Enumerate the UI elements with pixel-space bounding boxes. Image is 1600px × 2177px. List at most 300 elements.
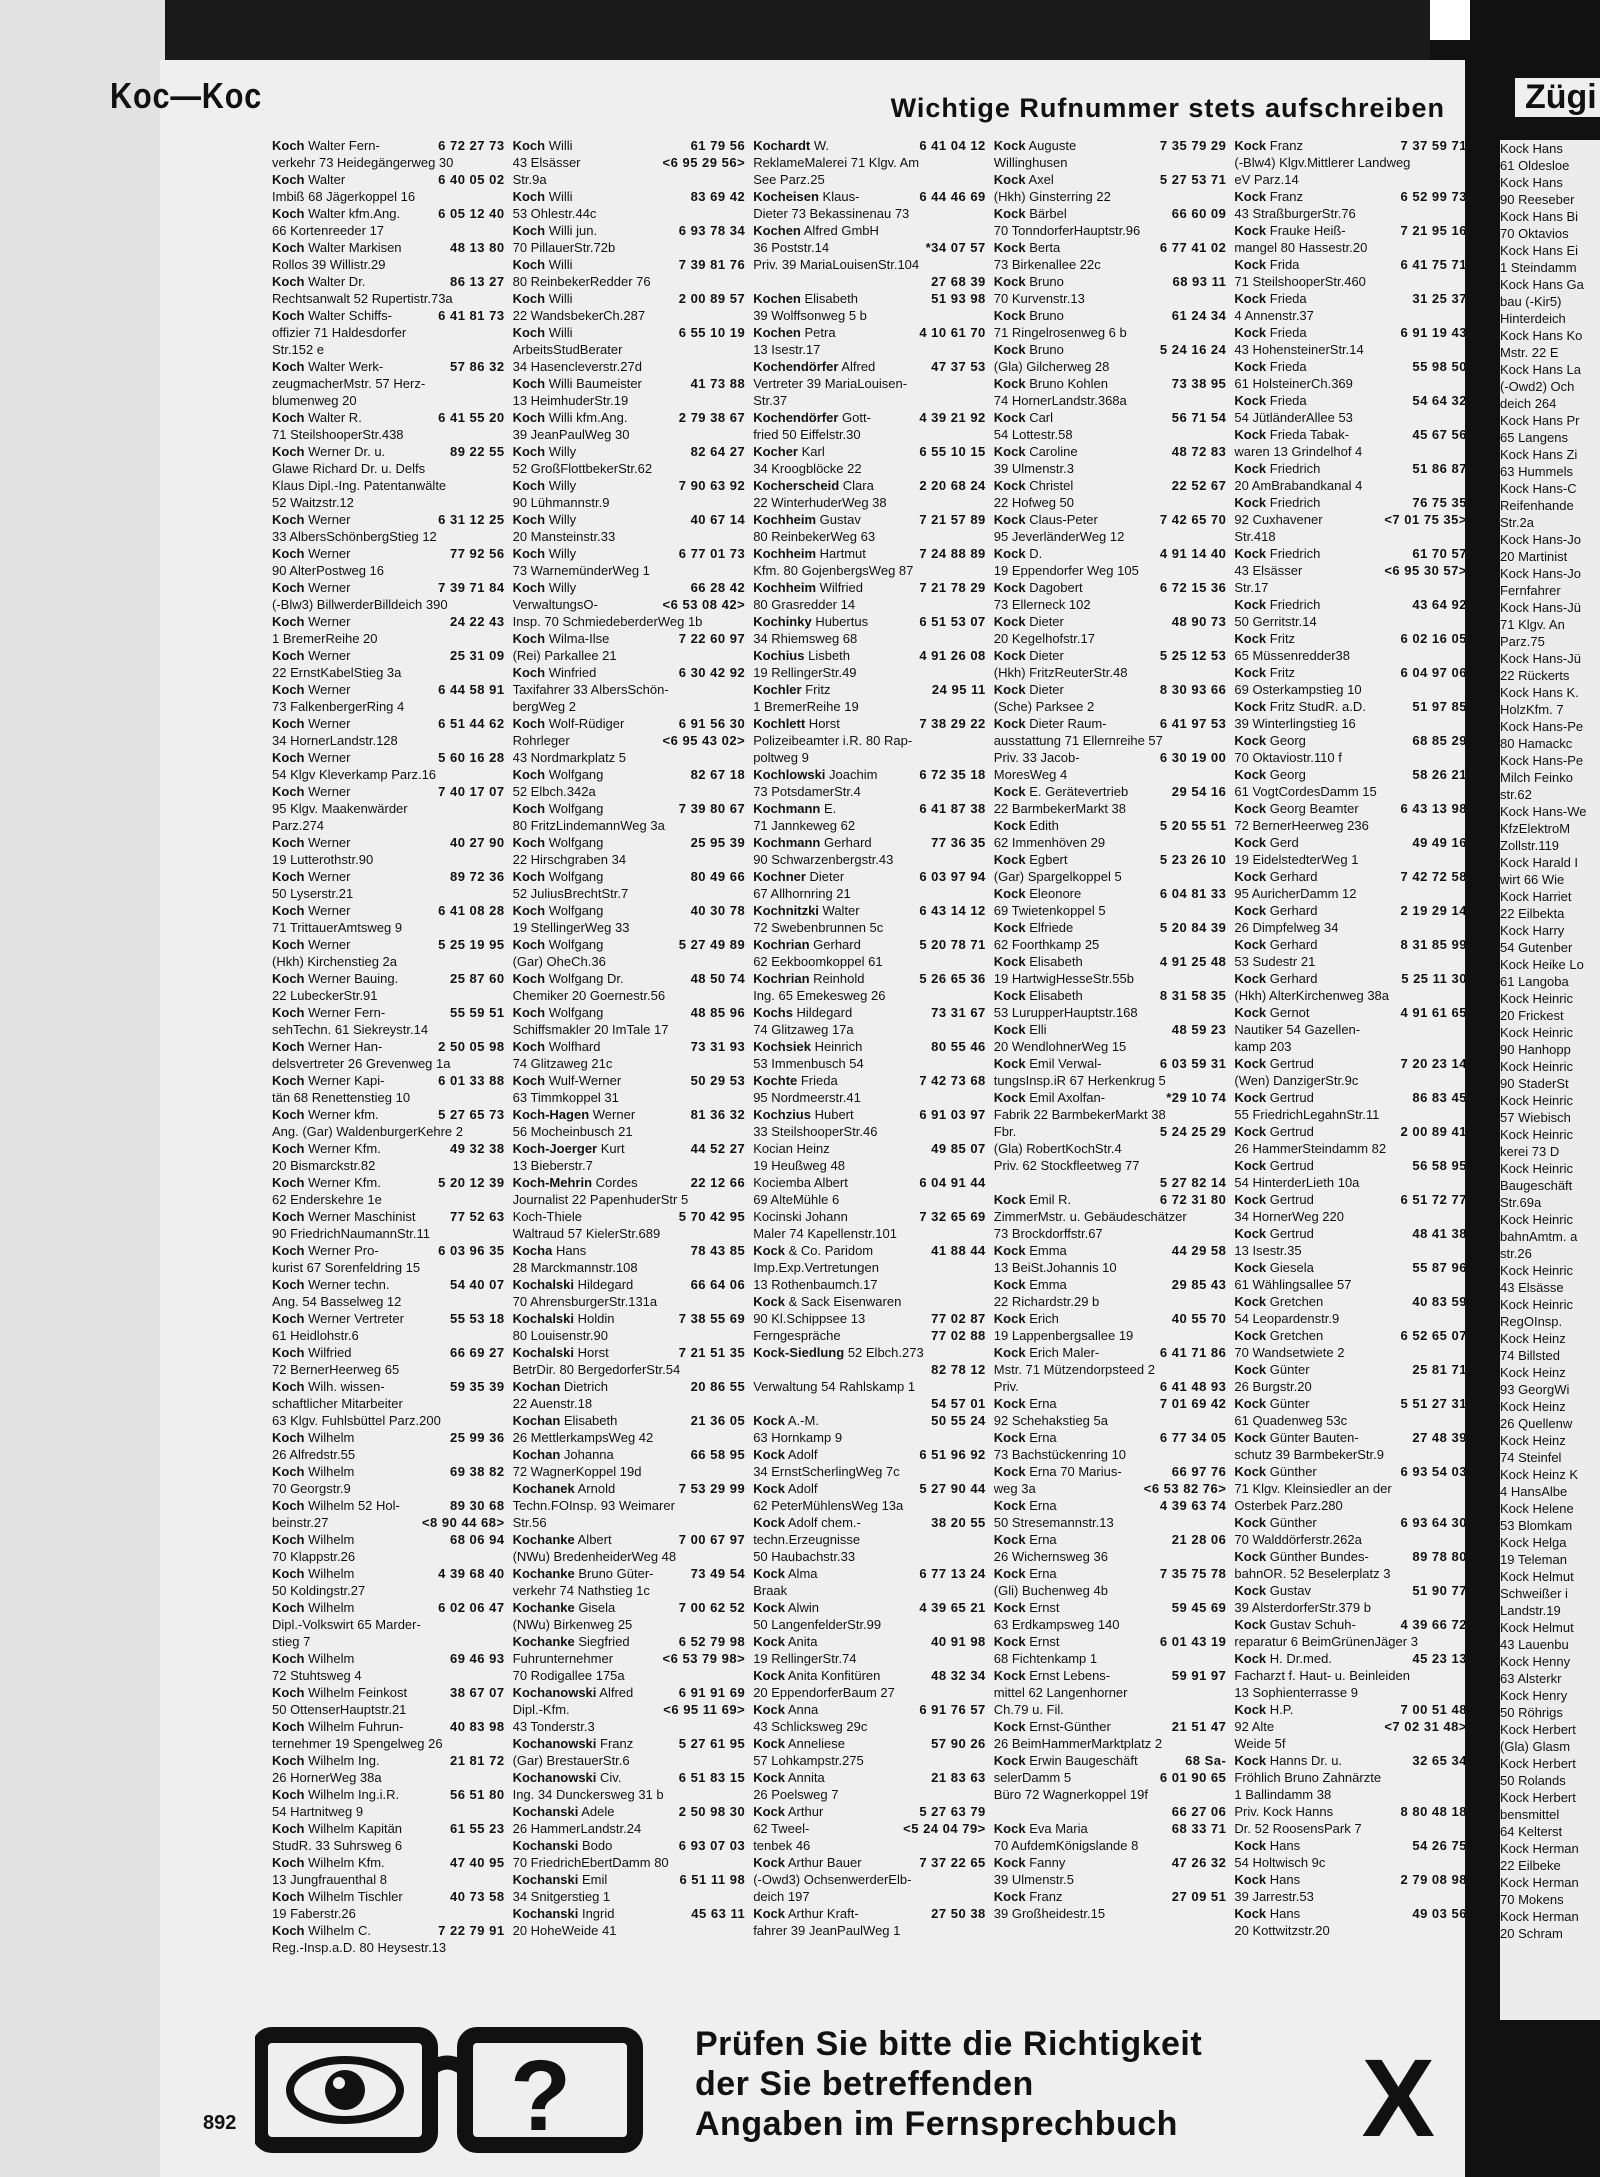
listing-entry	[994, 749, 1227, 766]
entry-text: 73 FalkenbergerRing 4	[272, 699, 405, 714]
entry-text: Dipl.-Kfm.	[512, 1702, 570, 1717]
listing-entry	[994, 1446, 1227, 1463]
entry-text: Kock Fritz	[1234, 665, 1296, 680]
entry-text: Kochzius Hubert	[753, 1107, 854, 1122]
entry-text: 19 Eppendorfer Weg 105	[993, 563, 1139, 578]
listing-entry	[1234, 1480, 1467, 1497]
phone-number	[499, 953, 505, 970]
phone-number: 5 24 25 29	[1159, 1124, 1227, 1139]
entry-text: Koch Werner Maschinist	[272, 1209, 416, 1224]
listing-entry	[994, 1004, 1227, 1021]
phone-number: 6 04 81 33	[1159, 886, 1227, 901]
phone-number	[1220, 222, 1226, 239]
entry-text: Kock Gustav	[1234, 1583, 1311, 1598]
entry-text: 53 LurupperHauptstr.168	[993, 1005, 1138, 1020]
phone-number	[739, 919, 745, 936]
phone-number: 77 02 88	[931, 1328, 986, 1343]
listing-entry	[994, 1242, 1227, 1259]
phone-number	[739, 1616, 745, 1633]
entry-text: Kock Dieter	[993, 648, 1064, 663]
entry-text: Koch Werner Kapi-	[272, 1073, 385, 1088]
phone-number	[1220, 1208, 1226, 1225]
phone-number: 89 78 80	[1412, 1549, 1467, 1564]
listing-entry	[513, 902, 746, 919]
phone-number: 49 03 56	[1412, 1906, 1467, 1921]
listing-entry	[1234, 1191, 1467, 1208]
listing-entry	[753, 936, 986, 953]
listing-entry	[994, 1565, 1227, 1582]
entry-text: 4 Annenstr.37	[1234, 308, 1314, 323]
listing-entry	[753, 1089, 986, 1106]
phone-number	[980, 817, 986, 834]
entry-text: Kochan Johanna	[512, 1447, 614, 1462]
entry-text: Koch Willy	[512, 546, 577, 561]
next-page-line: Kock Heinz	[1500, 1399, 1566, 1414]
entry-text: Kochlowski Joachim	[753, 767, 878, 782]
listing-entry	[1234, 1735, 1467, 1752]
phone-number: <5 24 04 79>	[903, 1821, 986, 1836]
next-page-line: Kock Hans Zi	[1500, 447, 1578, 462]
phone-number	[499, 375, 505, 392]
listing-entry	[753, 1922, 986, 1939]
phone-number	[499, 1055, 505, 1072]
phone-number: 40 27 90	[449, 835, 505, 850]
phone-number: 48 41 38	[1412, 1226, 1467, 1241]
listing-entry	[272, 1429, 505, 1446]
phone-number: 6 04 97 06	[1400, 665, 1467, 680]
phone-number	[499, 885, 505, 902]
phone-number: 7 37 59 71	[1400, 138, 1467, 153]
entry-text: Koch Willi	[512, 138, 573, 153]
entry-text: Kock Emma	[993, 1243, 1067, 1258]
listing-entry	[753, 868, 986, 885]
entry-text: Koch Werner	[272, 648, 351, 663]
phone-number: 6 72 31 80	[1159, 1192, 1227, 1207]
listing-entry	[753, 307, 986, 324]
entry-text: ausstattung 71 Ellernreihe 57	[993, 733, 1163, 748]
next-page-line: Kock Heinric	[1500, 1093, 1573, 1108]
listing-entry	[994, 1038, 1227, 1055]
ad-line-2: der Sie betreffenden	[695, 2065, 1034, 2103]
entry-text: Kock Alma	[753, 1566, 818, 1581]
listing-entry	[272, 1446, 505, 1463]
listing-entry	[1234, 1225, 1467, 1242]
listing-entry	[272, 1276, 505, 1293]
listing-entry	[513, 1548, 746, 1565]
entry-text: Rollos 39 Willistr.29	[272, 257, 386, 272]
phone-number	[499, 1769, 505, 1786]
phone-number	[980, 1582, 986, 1599]
phone-number	[1220, 1072, 1226, 1089]
entry-text: 34 ErnstScherlingWeg 7c	[753, 1464, 900, 1479]
entry-text: 39 Ulmenstr.5	[993, 1872, 1074, 1887]
entry-text: Kock Franz	[993, 1889, 1063, 1904]
entry-text: (Gar) Spargelkoppel 5	[993, 869, 1122, 884]
entry-text: Mstr. 71 Mützendorpsteed 2	[993, 1362, 1155, 1377]
listing-entry	[513, 1820, 746, 1837]
entry-text: Kock H.P.	[1234, 1702, 1294, 1717]
phone-number	[980, 1157, 986, 1174]
phone-number	[499, 290, 505, 307]
entry-text: Koch Willy	[512, 444, 577, 459]
entry-text: ZimmerMstr. u. Gebäudeschätzer	[993, 1209, 1187, 1224]
entry-text: 71 TrittauerAmtsweg 9	[272, 920, 403, 935]
phone-number	[499, 154, 505, 171]
listing-entry	[753, 222, 986, 239]
page-number: 892	[203, 2112, 237, 2134]
listing-entry	[753, 1718, 986, 1735]
entry-text: Koch Werner Pro-	[272, 1243, 379, 1258]
listing-entry	[994, 936, 1227, 953]
entry-text: 39 JeanPaulWeg 30	[512, 427, 630, 442]
phone-number: 89 72 36	[449, 869, 505, 884]
phone-number	[1461, 1344, 1467, 1361]
listing-entry	[1234, 494, 1467, 511]
phone-number	[499, 1701, 505, 1718]
phone-number: 73 49 54	[690, 1566, 746, 1581]
next-page-line: Landstr.19	[1500, 1603, 1561, 1618]
listing-entry	[753, 1123, 986, 1140]
listing-entry	[1234, 1803, 1467, 1820]
entry-text: Koch Werner	[272, 869, 351, 884]
phone-number	[1461, 919, 1467, 936]
entry-text: 95 JeverländerWeg 12	[993, 529, 1125, 544]
phone-number: 4 39 66 72	[1400, 1617, 1467, 1632]
entry-text: 13 BeiSt.Johannis 10	[993, 1260, 1117, 1275]
entry-text: blumenweg 20	[272, 393, 357, 408]
entry-text: Koch Wulf-Werner	[512, 1073, 622, 1088]
listing-entry	[1234, 188, 1467, 205]
phone-number	[739, 681, 745, 698]
listing-entry	[513, 1055, 746, 1072]
entry-text: Koch Walter Fern-	[272, 138, 380, 153]
entry-text: Ing. 34 Dunckersweg 31 b	[512, 1787, 664, 1802]
phone-number	[980, 1123, 986, 1140]
entry-text: 54 Hartnitweg 9	[272, 1804, 364, 1819]
listing-entry	[513, 1327, 746, 1344]
entry-text: 80 Louisenstr.90	[512, 1328, 608, 1343]
phone-number	[1461, 681, 1467, 698]
entry-text: fried 50 Eiffelstr.30	[753, 427, 861, 442]
listing-entry	[753, 341, 986, 358]
phone-number	[739, 851, 745, 868]
phone-number: 6 72 35 18	[919, 767, 986, 782]
phone-number	[739, 1157, 745, 1174]
phone-number	[1461, 409, 1467, 426]
phone-number: 49 85 07	[931, 1141, 986, 1156]
phone-number	[980, 171, 986, 188]
entry-text: Str.152 e	[272, 342, 325, 357]
phone-number: 48 50 74	[690, 971, 746, 986]
phone-number: 61 55 23	[449, 1821, 505, 1836]
listing-entry	[513, 1276, 746, 1293]
listing-entry	[272, 1021, 505, 1038]
phone-number: 78 43 85	[690, 1243, 746, 1258]
entry-text: ternehmer 19 Spengelweg 26	[272, 1736, 443, 1751]
phone-number: 47 37 53	[931, 359, 986, 374]
listing-entry	[272, 1684, 505, 1701]
listing-entry	[753, 392, 986, 409]
listing-column	[272, 137, 505, 1997]
entry-text: 54 JütländerAllee 53	[1234, 410, 1353, 425]
listing-entry	[272, 1582, 505, 1599]
entry-text: Koch-Thiele	[512, 1209, 582, 1224]
entry-text: Koch Wilhelm Tischler	[272, 1889, 403, 1904]
entry-text: Kochan Dietrich	[512, 1379, 608, 1394]
phone-number: 4 10 61 70	[919, 325, 986, 340]
entry-text: fahrer 39 JeanPaulWeg 1	[753, 1923, 901, 1938]
entry-text: Taxifahrer 33 AlbersSchön-	[512, 682, 669, 697]
phone-number: 2 79 08 98	[1400, 1872, 1467, 1887]
phone-number: 57 86 32	[449, 359, 505, 374]
listing-entry	[513, 1463, 746, 1480]
listing-entry	[272, 1344, 505, 1361]
listing-entry	[994, 664, 1227, 681]
next-page-line: bahnAmtm. a	[1500, 1229, 1578, 1244]
phone-number: 54 26 75	[1412, 1838, 1467, 1853]
entry-text: Koch Wolfhard	[512, 1039, 601, 1054]
phone-number: 40 73 58	[449, 1889, 505, 1904]
entry-text: Kock Emil Axolfan-	[993, 1090, 1106, 1105]
entry-text: Koch Willi	[512, 257, 573, 272]
entry-text: 80 Grasredder 14	[753, 597, 856, 612]
entry-text: 72 BernerHeerweg 236	[1234, 818, 1369, 833]
entry-text: 26 Dimpfelweg 34	[1234, 920, 1339, 935]
phone-number	[980, 1650, 986, 1667]
phone-number: 5 20 12 39	[438, 1175, 505, 1190]
entry-text: 26 HornerWeg 38a	[272, 1770, 382, 1785]
listing-entry	[1234, 613, 1467, 630]
listing-entry	[753, 783, 986, 800]
entry-text: Koch Walter Dr.	[272, 274, 366, 289]
listing-entry	[753, 1803, 986, 1820]
listing-entry	[272, 154, 505, 171]
phone-number: 82 78 12	[931, 1362, 986, 1377]
phone-number	[739, 1497, 745, 1514]
phone-number: 47 40 95	[449, 1855, 505, 1870]
listing-entry	[753, 154, 986, 171]
entry-text: Koch Wilhelm C.	[272, 1923, 371, 1938]
entry-text: Koch Werner	[272, 580, 351, 595]
listing-entry	[272, 375, 505, 392]
listing-entry	[272, 834, 505, 851]
next-page-line: kerei 73 D	[1500, 1144, 1560, 1159]
phone-number	[739, 1327, 745, 1344]
entry-text: 19 RellingerStr.74	[753, 1651, 857, 1666]
listing-entry	[753, 1888, 986, 1905]
listing-entry	[513, 1089, 746, 1106]
listing-entry	[513, 1565, 746, 1582]
next-page-line: 20 Martinist	[1500, 549, 1568, 564]
listing-entry	[272, 766, 505, 783]
listing-entry	[994, 1157, 1227, 1174]
phone-number: 5 25 12 53	[1159, 648, 1227, 663]
entry-text: bergWeg 2	[512, 699, 576, 714]
entry-text: (Hkh) Kirchenstieg 2a	[272, 954, 397, 969]
entry-text: Kock Fritz StudR. a.D.	[1234, 699, 1366, 714]
phone-number: 80 55 46	[931, 1039, 986, 1054]
phone-number: 6 41 48 93	[1159, 1379, 1227, 1394]
phone-number: 27 09 51	[1171, 1889, 1227, 1904]
next-page-line: 61 Langoba	[1500, 974, 1569, 989]
next-page-line: 20 Schram	[1500, 1926, 1563, 1941]
entry-text: 50 OttenserHauptstr.21	[272, 1702, 407, 1717]
entry-text: Koch Werner	[272, 614, 351, 629]
listing-entry	[1234, 307, 1467, 324]
listing-entry	[753, 1157, 986, 1174]
phone-number: 82 64 27	[690, 444, 746, 459]
listing-entry	[513, 698, 746, 715]
listing-entry	[994, 1259, 1227, 1276]
entry-text: Koch Werner Kfm.	[272, 1141, 381, 1156]
next-page-line: 93 GeorgWi	[1500, 1382, 1570, 1397]
listing-entry	[272, 1004, 505, 1021]
entry-text: Ing. 65 Emekesweg 26	[753, 988, 886, 1003]
entry-text: (Hkh) Ginsterring 22	[993, 189, 1111, 204]
entry-text: 13 Bieberstr.7	[512, 1158, 593, 1173]
listing-entry	[272, 1701, 505, 1718]
listing-entry	[753, 1072, 986, 1089]
listing-entry	[994, 443, 1227, 460]
phone-number: 56 51 80	[449, 1787, 505, 1802]
listing-entry	[1234, 1208, 1467, 1225]
phone-number	[980, 664, 986, 681]
entry-text: Koch Werner	[272, 937, 351, 952]
listing-entry	[513, 290, 746, 307]
next-page-line: Kock Herbert	[1500, 1790, 1576, 1805]
listing-entry	[1234, 1395, 1467, 1412]
phone-number: 48 13 80	[449, 240, 505, 255]
listing-entry	[272, 868, 505, 885]
next-page-line: Kock Hans La	[1500, 362, 1581, 377]
listing-column	[1234, 137, 1467, 1997]
entry-text: 1 BremerReihe 19	[753, 699, 859, 714]
listing-entry	[513, 851, 746, 868]
listing-entry	[1234, 953, 1467, 970]
entry-text: Koch Wolfgang	[512, 869, 604, 884]
listing-entry	[994, 817, 1227, 834]
listing-entry	[513, 1871, 746, 1888]
listing-entry	[753, 1293, 986, 1310]
phone-number	[499, 1395, 505, 1412]
entry-text: 22 LubeckerStr.91	[272, 988, 378, 1003]
entry-text: (-Blw3) BillwerderBilldeich 390	[272, 597, 448, 612]
listing-entry	[753, 358, 986, 375]
phone-number: 6 55 10 15	[919, 444, 986, 459]
entry-text: schaftlicher Mitarbeiter	[272, 1396, 403, 1411]
phone-number	[739, 987, 745, 1004]
entry-text: Glawe Richard Dr. u. Delfs	[272, 461, 426, 476]
listing-entry	[753, 477, 986, 494]
phone-number	[980, 1837, 986, 1854]
phone-number	[739, 1021, 745, 1038]
entry-text: 26 BeimHammerMarktplatz 2	[993, 1736, 1163, 1751]
listing-entry	[1234, 1055, 1467, 1072]
entry-text: Kock Gertrud	[1234, 1158, 1314, 1173]
next-page-line: Mstr. 22 E	[1500, 345, 1559, 360]
next-page-line: Kock Hans Ei	[1500, 243, 1579, 258]
listing-entry	[994, 494, 1227, 511]
entry-text: Koch Wolfgang	[512, 801, 604, 816]
phone-number	[1220, 868, 1226, 885]
phone-number	[499, 1837, 505, 1854]
entry-text: Fuhrunternehmer	[512, 1651, 614, 1666]
phone-number: 7 39 71 84	[438, 580, 505, 595]
listing-column	[753, 137, 986, 1997]
phone-number: 66 27 06	[1171, 1804, 1227, 1819]
phone-number	[739, 783, 745, 800]
entry-text: 70 Kurvenstr.13	[993, 291, 1085, 306]
listing-entry	[513, 562, 746, 579]
listing-entry	[272, 1174, 505, 1191]
listing-entry	[513, 1633, 746, 1650]
phone-number	[980, 1616, 986, 1633]
listing-entry	[1234, 732, 1467, 749]
listing-entry	[994, 1837, 1227, 1854]
phone-number	[1220, 732, 1226, 749]
listing-entry	[753, 1480, 986, 1497]
entry-text: Kochs Hildegard	[753, 1005, 853, 1020]
listing-entry	[513, 1242, 746, 1259]
listing-entry	[1234, 851, 1467, 868]
phone-number	[980, 392, 986, 409]
phone-number: 6 77 01 73	[678, 546, 746, 561]
phone-number	[1220, 1905, 1226, 1922]
listing-entry	[513, 1412, 746, 1429]
listing-entry	[513, 919, 746, 936]
listing-entry	[1234, 766, 1467, 783]
phone-number: 68 33 71	[1171, 1821, 1227, 1836]
listing-entry	[1234, 375, 1467, 392]
listing-entry	[272, 1786, 505, 1803]
entry-text: Imbiß 68 Jägerkoppel 16	[272, 189, 416, 204]
listing-entry	[513, 1174, 746, 1191]
phone-number	[739, 1514, 745, 1531]
entry-text: Kock Annita	[753, 1770, 825, 1785]
phone-number: 6 77 41 02	[1159, 240, 1227, 255]
listing-entry	[994, 1021, 1227, 1038]
phone-number: 80 49 66	[690, 869, 746, 884]
listing-entry	[1234, 1344, 1467, 1361]
phone-number: 2 79 38 67	[678, 410, 746, 425]
phone-number	[1220, 1735, 1226, 1752]
listing-entry	[272, 171, 505, 188]
phone-number: 21 51 47	[1171, 1719, 1227, 1734]
entry-text: Kock Arthur Bauer	[753, 1855, 862, 1870]
listing-entry	[994, 596, 1227, 613]
phone-number	[499, 1089, 505, 1106]
next-page-line: Milch Feinko	[1500, 770, 1573, 785]
phone-number: 8 80 48 18	[1400, 1804, 1467, 1819]
entry-text: Kock Bruno	[993, 274, 1064, 289]
entry-text: 52 Waitzstr.12	[272, 495, 354, 510]
phone-number: 6 51 44 62	[438, 716, 505, 731]
listing-entry	[753, 1106, 986, 1123]
listing-entry	[753, 324, 986, 341]
listing-entry	[994, 579, 1227, 596]
entry-text: Kochlett Horst	[753, 716, 840, 731]
phone-number	[499, 188, 505, 205]
entry-text: Kock Arthur Kraft-	[753, 1906, 859, 1921]
next-page-line: Kock Heinric	[1500, 1059, 1573, 1074]
phone-number: 6 51 72 77	[1400, 1192, 1467, 1207]
entry-text: verkehr 74 Nathstieg 1c	[512, 1583, 650, 1598]
entry-text: 62 Eekboomkoppel 61	[753, 954, 883, 969]
listing-entry	[1234, 426, 1467, 443]
listing-entry	[513, 1293, 746, 1310]
listing-entry	[1234, 783, 1467, 800]
entry-text: 62 Foorthkamp 25	[993, 937, 1100, 952]
